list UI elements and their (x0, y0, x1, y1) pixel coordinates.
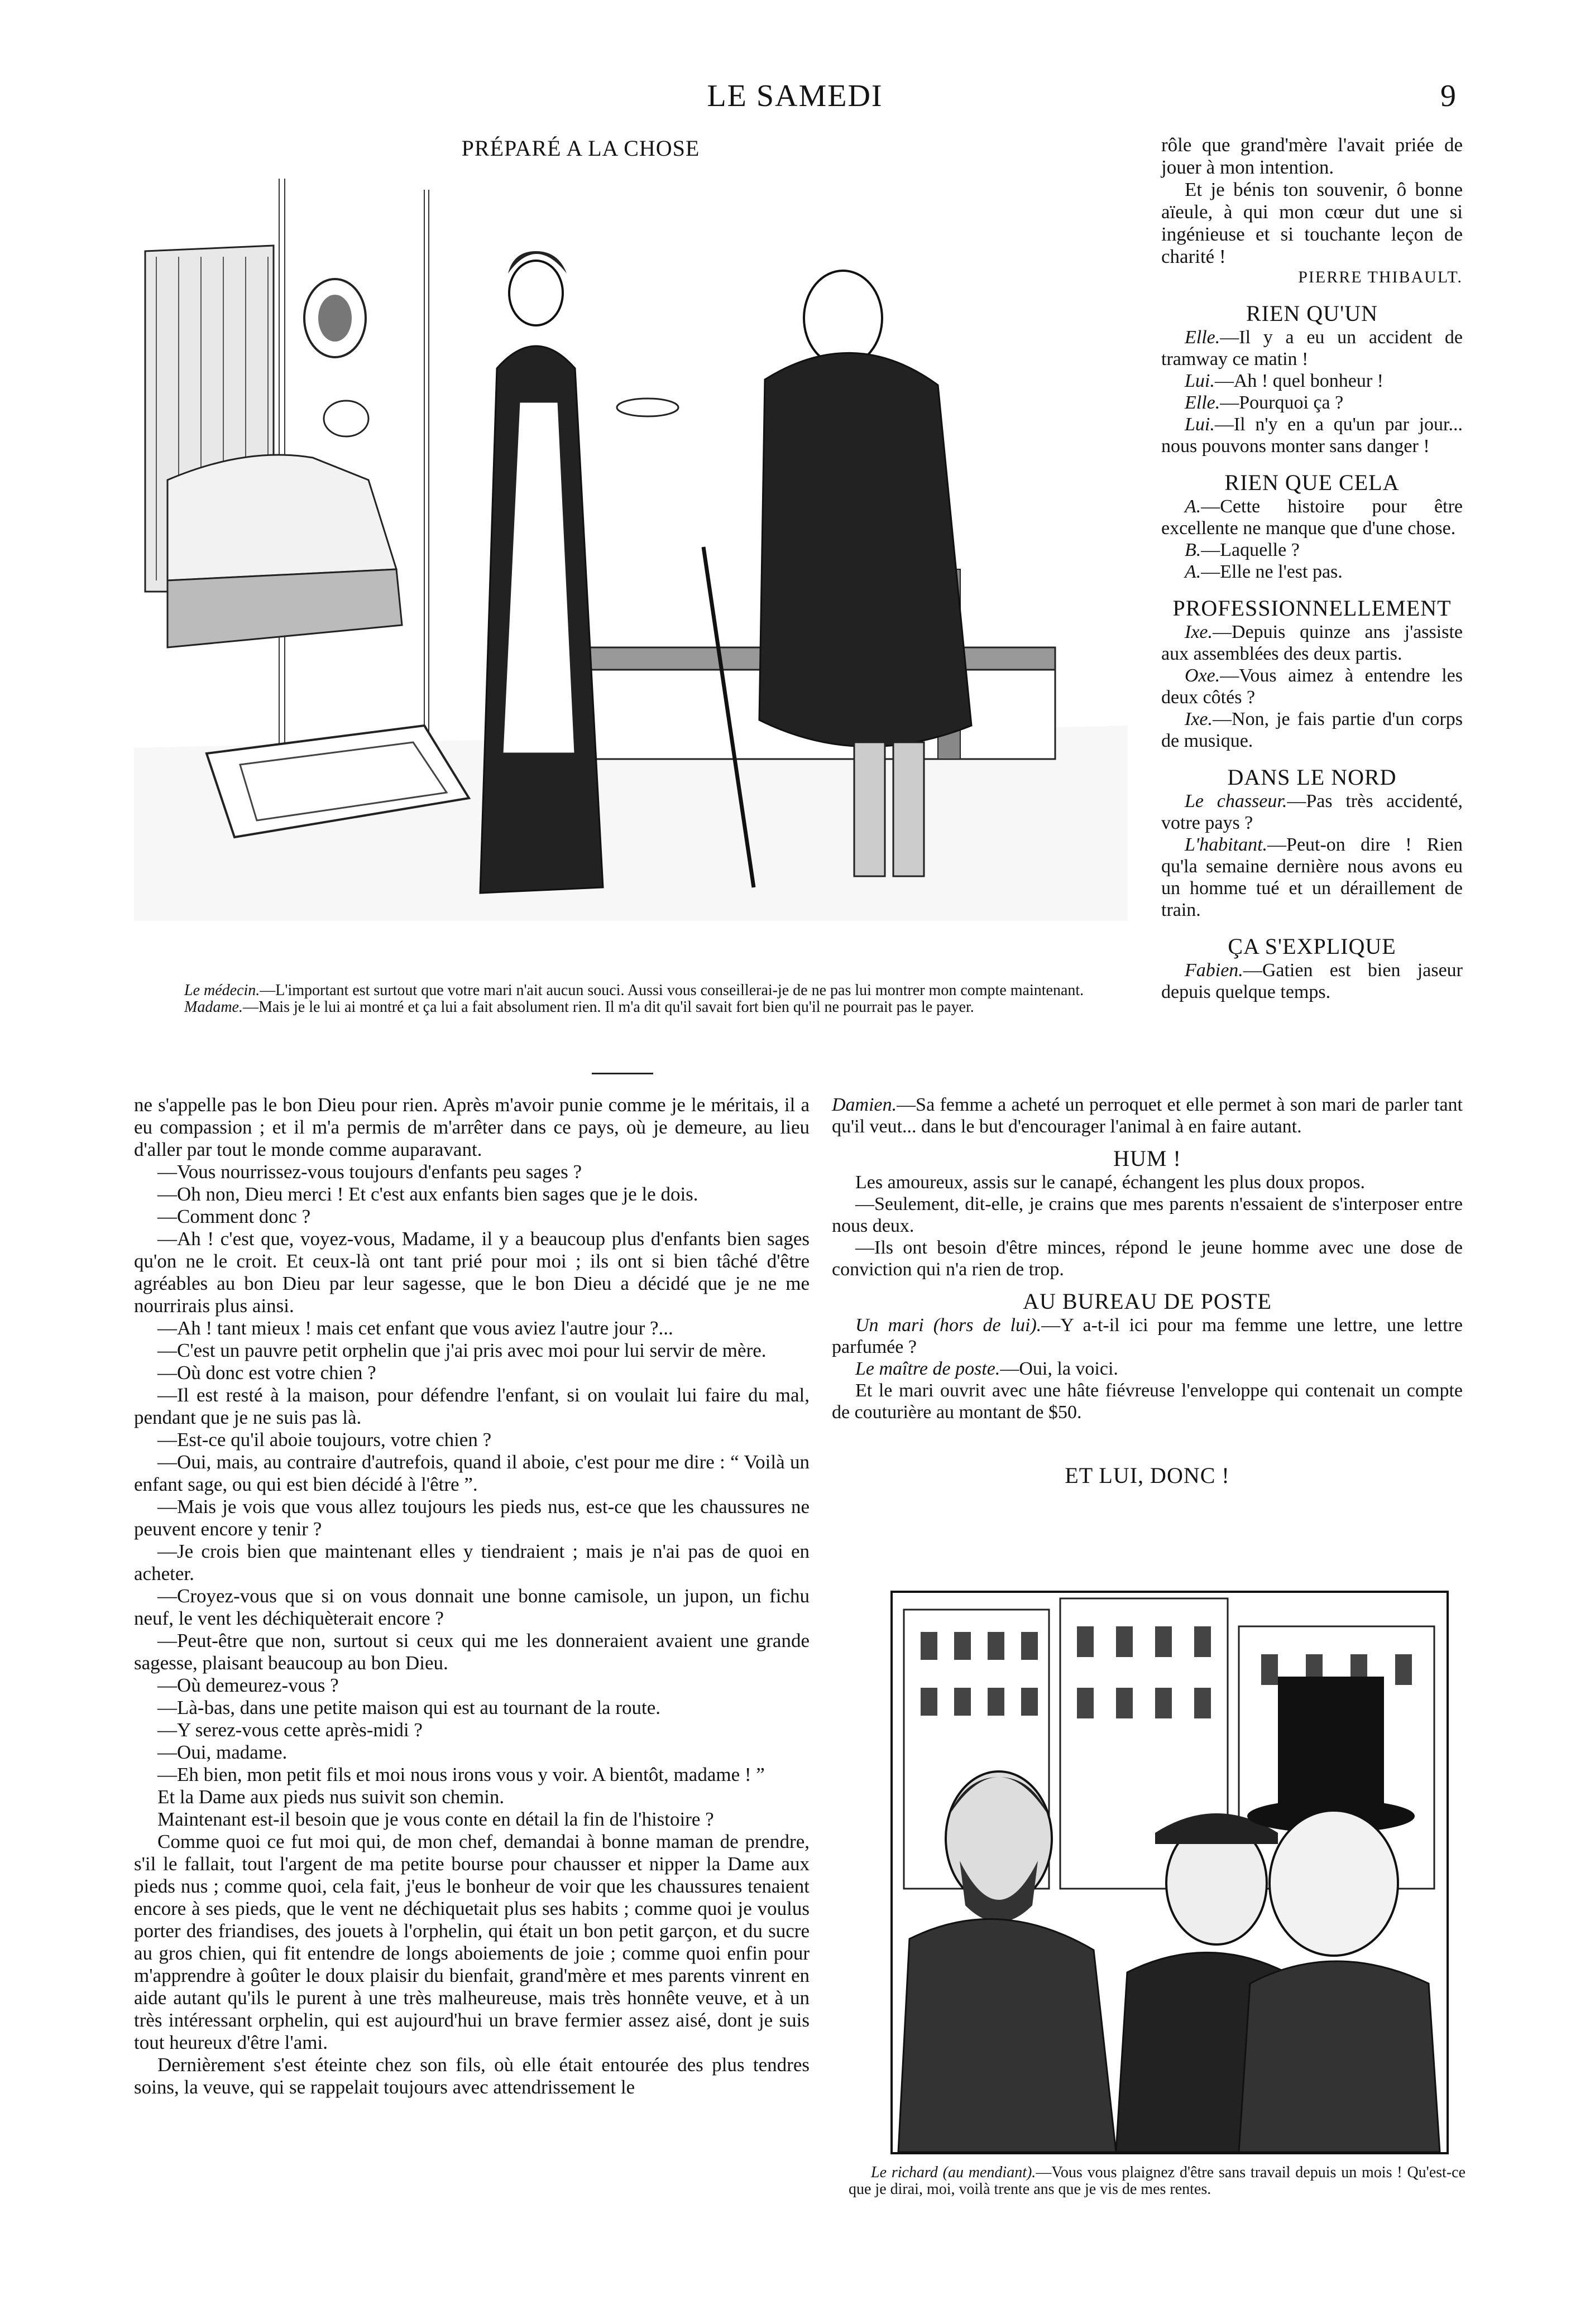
illustration-rich-man-and-beggar (890, 1591, 1449, 2154)
speaker: Ixe. (1185, 709, 1213, 729)
joke-paragraph: Les amoureux, assis sur le canapé, échangent les plus doux propos. (855, 1172, 1366, 1193)
story-paragraph: —Je crois bien que maintenant elles y tiendraient ; mais je n'ai pas de quoi en acheter. (134, 1540, 810, 1584)
dialogue-line: —Vous aimez à entendre les deux côtés ? (1161, 665, 1463, 708)
right-column (1161, 134, 1463, 1003)
story-paragraph: —C'est un pauvre petit orphelin que j'ai pris avec moi pour lui servir de mère. (157, 1339, 767, 1361)
story-paragraph: —Eh bien, mon petit fils et moi nous irons vous y voir. A bientôt, madame ! ” (157, 1764, 765, 1785)
story-paragraph: Dernièrement s'est éteinte chez son fils, où elle était entourée des plus tendres soins, la veuve, qui se rappelait toujours avec attendrissement le (134, 2054, 810, 2098)
speaker: Le maître de poste. (855, 1358, 1000, 1379)
speaker: Lui. (1185, 371, 1215, 391)
dialogue-line: —Non, je fais partie d'un corps de musique. (1161, 709, 1463, 751)
speaker: Oxe. (1185, 665, 1220, 686)
speaker: L'habitant. (1185, 834, 1268, 855)
author-signature: PIERRE THIBAULT. (1298, 268, 1463, 286)
dialogue-line: —Gatien est bien jaseur depuis quelque temps. (1161, 960, 1463, 1002)
story-paragraph: ne s'appelle pas le bon Dieu pour rien. Après m'avoir punie comme je le méritais, il a eu compassion ; et il m'a permis de m'arrêter dans ce pays, où je demeure, au lieu d'aller par tout le monde comme auparavant. (134, 1094, 810, 1160)
section-title-dans-le-nord: DANS LE NORD (1227, 765, 1397, 790)
story-paragraph: —Comment donc ? (157, 1206, 311, 1227)
section-title-et-lui-donc: ET LUI, DONC ! (1065, 1463, 1230, 1488)
caption-text-doctor: —L'important est surtout que votre mari n'ait aucun souci. Aussi vous conseillerai-je de ne pas lui montrer mon compte maintenant. (260, 982, 1084, 999)
speaker: Ixe. (1185, 622, 1213, 642)
story-column (134, 1094, 810, 2099)
story-continuation: rôle que grand'mère l'avait priée de jouer à mon intention. (1161, 134, 1463, 178)
section-title-hum: HUM ! (1113, 1146, 1181, 1171)
section-title-rien-que-cela: RIEN QUE CELA (1224, 470, 1400, 495)
story-paragraph: Et la Dame aux pieds nus suivit son chemin. (157, 1786, 505, 1808)
dialogue-line: —Y a-t-il ici pour ma femme une lettre, une lettre parfumée ? (832, 1315, 1463, 1357)
newspaper-title: LE SAMEDI (707, 79, 883, 113)
story-paragraph: —Où demeurez-vous ? (157, 1674, 339, 1696)
caption-text-richard: —Vous vous plaignez d'être sans travail depuis un mois ! Qu'est-ce que je dirai, moi, voilà trente ans que je vis de mes rentes. (849, 2164, 1466, 2198)
page-number: 9 (1440, 79, 1456, 113)
joke-paragraph: —Seulement, dit-elle, je crains que mes parents n'essaient de s'interposer entre nous deux. (832, 1194, 1463, 1236)
story-paragraph: —Oh non, Dieu merci ! Et c'est aux enfants bien sages que je le dois. (157, 1183, 698, 1205)
story-paragraph: —Ah ! c'est que, voyez-vous, Madame, il y a beaucoup plus d'enfants bien sages qu'on ne le croit. Et ceux-là ont tant prié pour moi ; ils ont si bien tâché d'être agréables au bon Dieu par leur sagesse, que le bon Dieu a décidé que je ne me nourrirais plus ainsi. (134, 1228, 810, 1317)
section-title-rien-quun: RIEN QU'UN (1246, 301, 1378, 326)
story-paragraph: Comme quoi ce fut moi qui, de mon chef, demandai à bonne maman de prendre, s'il le fallait, tout l'argent de ma petite bourse pour chausser et nipper la Dame aux pieds nus ; comme quoi, cela fait, j'eus le bonheur de voir que les chaussures tenaient encore à ses pieds, que le vent ne déchiquetait plus ses habits ; comme quoi je voulus porter des friandises, des jouets à l'orphelin, qui était un bon petit garçon, et du sucre au gros chien, qui fit entendre de longs aboiements de joie ; comme quoi enfin pour m'apprendre à goûter le doux plaisir du bienfait, grand'mère et mes parents vinrent en aide autant qu'ils le purent à une très malheureuse, mais très honnête veuve, et à un très intéressant orphelin, qui est aujourd'hui un brave fermier assez aisé, dont je suis tout heureux d'être l'ami. (134, 1831, 810, 2053)
joke-paragraph: —Ils ont besoin d'être minces, répond le jeune homme avec une dose de conviction qui n'a rien de trop. (832, 1237, 1463, 1280)
divider-rule (592, 1073, 653, 1074)
story-paragraph: Maintenant est-il besoin que je vous conte en détail la fin de l'histoire ? (157, 1808, 714, 1830)
caption-speaker-doctor: Le médecin. (184, 982, 260, 999)
caption-text-madame: —Mais je le lui ai montré et ça lui a fait absolument rien. Il m'a dit qu'il savait fort bien qu'il ne pourrait pas le payer. (242, 998, 974, 1016)
story-paragraph: —Vous nourrissez-vous toujours d'enfants peu sages ? (157, 1161, 582, 1183)
story-paragraph: —Il est resté à la maison, pour défendre l'enfant, si on voulait lui faire du mal, pendant que je ne suis pas là. (134, 1384, 810, 1428)
illustration-doctor-and-maid (134, 167, 1128, 921)
illustration-caption-bottom (849, 2164, 1466, 2198)
dialogue-line: —Oui, la voici. (1000, 1358, 1118, 1379)
speaker: Le chasseur. (1185, 791, 1287, 812)
illustration-caption (162, 982, 1122, 1016)
dialogue-line: —Pas très accidenté, votre pays ? (1161, 791, 1463, 833)
section-title-professionnellement: PROFESSIONNELLEMENT (1172, 596, 1452, 621)
dialogue-line: —Sa femme a acheté un perroquet et elle permet à son mari de parler tant qu'il veut... dans le but d'encourager l'animal à en faire autant. (832, 1094, 1463, 1137)
speaker: A. (1185, 496, 1201, 517)
story-paragraph: —Croyez-vous que si on vous donnait une bonne camisole, un jupon, un fichu neuf, le vent les déchiquèterait encore ? (134, 1585, 810, 1629)
dialogue-line: —Laquelle ? (1201, 540, 1300, 560)
section-title-ca-sexplique: ÇA S'EXPLIQUE (1228, 934, 1396, 959)
dialogue-line: —Peut-on dire ! Rien qu'la semaine dernière nous avons eu un homme tué et un déraillement de train. (1161, 834, 1463, 920)
dialogue-line: —Cette histoire pour être excellente ne manque que d'une chose. (1161, 496, 1463, 539)
story-paragraph: —Là-bas, dans une petite maison qui est au tournant de la route. (157, 1697, 660, 1718)
story-paragraph: —Est-ce qu'il aboie toujours, votre chien ? (157, 1429, 492, 1451)
speaker: Lui. (1185, 414, 1215, 435)
speaker: Damien. (832, 1094, 897, 1115)
speaker: Elle. (1185, 392, 1220, 413)
section-title-au-bureau-de-poste: AU BUREAU DE POSTE (1023, 1289, 1272, 1314)
story-blessing: Et je bénis ton souvenir, ô bonne aïeule, à qui mon cœur dut une si ingénieuse et si touchante leçon de charité ! (1161, 179, 1463, 267)
dialogue-line: —Pourquoi ça ? (1220, 392, 1344, 413)
dialogue-line: —Ah ! quel bonheur ! (1214, 371, 1384, 391)
caption-speaker-richard: Le richard (au mendiant). (871, 2164, 1036, 2181)
dialogue-line: —Depuis quinze ans j'assiste aux assemblées des deux partis. (1161, 622, 1463, 664)
speaker: B. (1185, 540, 1201, 560)
joke-paragraph: Et le mari ouvrit avec une hâte fiévreuse l'enveloppe qui contenait un compte de couturière au montant de $50. (832, 1380, 1463, 1423)
story-paragraph: —Peut-être que non, surtout si ceux qui me les donneraient avaient une grande sagesse, plaisant beaucoup au bon Dieu. (134, 1630, 810, 1674)
speaker: Un mari (hors de lui). (855, 1315, 1042, 1336)
speaker: A. (1185, 561, 1201, 582)
story-paragraph: —Ah ! tant mieux ! mais cet enfant que vous aviez l'autre jour ?... (157, 1317, 673, 1339)
caption-speaker-madame: Madame. (184, 998, 243, 1016)
story-paragraph: —Mais je vois que vous allez toujours les pieds nus, est-ce que les chaussures ne peuvent encore y tenir ? (134, 1496, 810, 1540)
speaker: Fabien. (1185, 960, 1243, 981)
illustration-title: PRÉPARÉ A LA CHOSE (461, 136, 700, 161)
story-paragraph: —Oui, mais, au contraire d'autrefois, quand il aboie, c'est pour me dire : “ Voilà un enfant sage, ou qui est bien décidé à l'être ”. (134, 1451, 810, 1495)
dialogue-line: —Il y a eu un accident de tramway ce matin ! (1161, 327, 1463, 369)
jokes-column (832, 1094, 1463, 1488)
story-paragraph: —Oui, madame. (157, 1741, 288, 1763)
story-paragraph: —Où donc est votre chien ? (157, 1362, 376, 1384)
story-paragraph: —Y serez-vous cette après-midi ? (157, 1719, 423, 1741)
dialogue-line: —Il n'y en a qu'un par jour... nous pouvons monter sans danger ! (1161, 414, 1463, 457)
dialogue-line: —Elle ne l'est pas. (1201, 561, 1343, 582)
speaker: Elle. (1185, 327, 1220, 348)
